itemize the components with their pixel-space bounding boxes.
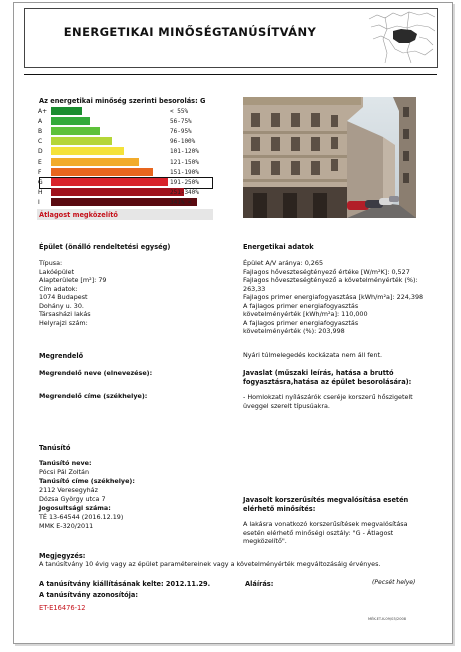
header-divider [24, 74, 437, 75]
proposal-title-line: fogyasztásra,hatása az épület besorolására): [243, 378, 412, 386]
rating-range: 191-250% [170, 178, 199, 186]
energy-line: Fajlagos primer energiafogyasztása [kWh/m²a]: 224,398 [243, 293, 424, 301]
rating-letter: A+ [38, 108, 48, 115]
rating-range: < 55% [170, 108, 189, 115]
stamp-label: (Pecsét helye) [372, 579, 416, 586]
header-box [24, 8, 438, 68]
energy-line: követelményérték [kWh/m²a]: 110,000 [243, 310, 368, 318]
rating-range: 101-120% [170, 148, 199, 156]
rating-range: 151-190% [170, 168, 199, 176]
signature-label: Aláírás: [245, 580, 274, 588]
notes-text: A tanúsítvány 10 évig vagy az épület paramétereinek vagy a követelményérték megváltozásáig érvényes. [39, 560, 381, 568]
building-lot-label: Helyrajzi szám: [39, 318, 88, 327]
energy-line: követelményérték (%): 203,998 [243, 327, 345, 335]
rating-range: 96-100% [170, 138, 196, 146]
proposal-line: - Homlokzati nyílászárók cseréje korszerű hőszigetelt [243, 393, 413, 401]
notes-title: Megjegyzés: [39, 552, 86, 560]
rating-letter: D [38, 148, 43, 156]
recommendation-title-line: elérhető minősítés: [243, 505, 316, 513]
certifier-address-line: Dózsa György utca 7 [39, 495, 106, 503]
rating-bar [51, 117, 90, 125]
energy-line: A fajlagos primer energiafogyasztás [243, 301, 359, 310]
rating-chart [38, 107, 218, 209]
rating-bar [51, 127, 100, 135]
recommendation-line: A lakásra vonatkozó korszerűsítések megvalósítása [243, 520, 408, 528]
certifier-license-line: MMK E-320/2011 [39, 522, 94, 530]
rating-range: 121-150% [170, 158, 199, 166]
building-title: Épület (önálló rendeltetési egység) [39, 243, 171, 251]
certifier-title: Tanúsító [39, 444, 71, 452]
client-name-label: Megrendelő neve (elnevezése): [39, 369, 153, 377]
certifier-address-label: Tanúsító címe (székhelye): [39, 477, 135, 485]
building-photo [243, 97, 416, 218]
recommendation-line: esetén elérhető minőségi osztály: "G - Átlagost [243, 528, 394, 537]
building-address-line: Társasházi lakás [39, 310, 91, 318]
certifier-name-value: Pócsi Pál Zoltán [39, 468, 90, 476]
rating-letter: E [38, 158, 42, 166]
certificate-id-label: A tanúsítvány azonosítója: [39, 591, 139, 599]
rating-bar [51, 158, 139, 166]
proposal-line: üveggel szerelt típusúakra. [243, 401, 330, 410]
rating-result: Átlagost megközelítő [39, 211, 118, 219]
certifier-license-label: Jogosultsági száma: [39, 504, 111, 512]
rating-letter: F [38, 168, 42, 176]
rating-bar [51, 188, 184, 196]
rating-letter: H [38, 188, 43, 196]
building-type-label: Típusa: [39, 259, 63, 267]
rating-bar [51, 107, 82, 115]
rating-bar [51, 137, 112, 145]
recommendation-title-line: Javasolt korszerűsítés megvalósítása esetén [243, 496, 409, 504]
energy-title: Energetikai adatok [243, 243, 314, 251]
certifier-name-label: Tanúsító neve: [39, 459, 92, 467]
certifier-license-line: TÉ 13-64544 (2016.12.19) [39, 513, 124, 521]
issue-date: A tanúsítvány kiállításának kelte: 2012.11.29. [39, 580, 211, 588]
recommendation-line: megközelítő". [243, 537, 287, 545]
rating-range: 76-95% [170, 128, 192, 136]
building-address-line: 1074 Budapest [39, 293, 88, 301]
building-address-line: Dohány u. 30. [39, 301, 84, 310]
proposal-title-line: Javaslat (műszaki leírás, hatása a bruttó [243, 369, 394, 377]
energy-line: Épület A/V aránya: 0,265 [243, 259, 324, 267]
certificate-id-value: ET-E16476-12 [39, 604, 86, 612]
certifier-address-line: 2112 Veresegyház [39, 486, 98, 494]
rating-range: 56-75% [170, 118, 192, 126]
rating-bar [51, 147, 124, 155]
rating-letter: G [38, 178, 43, 186]
building-type-value: Lakóépület [39, 267, 75, 276]
rating-letter: I [38, 198, 40, 206]
energy-note: Nyári túlmelegedés kockázata nem áll fent. [243, 351, 383, 359]
rating-range: 251-340% [170, 188, 199, 196]
footer-tiny-code: MÉK-ET-K-09/03/2008 [368, 617, 407, 621]
page-title: ENERGETIKAI MINŐSÉGTANÚSÍTVÁNY [63, 25, 317, 39]
rating-letter: B [38, 128, 43, 136]
building-area: Alapterülete [m²]: 79 [39, 276, 107, 284]
energy-line: Fajlagos hőveszteségtényező értéke [W/m²K]: 0,527 [243, 267, 410, 276]
rating-letter: A [38, 118, 43, 126]
client-title: Megrendelő [39, 352, 84, 360]
energy-line: Fajlagos hőveszteségtényező a követelményérték (%): 263,33 [243, 276, 418, 293]
rating-letter: C [38, 138, 43, 146]
hungary-map-icon [367, 9, 437, 65]
rating-bar [51, 168, 153, 176]
client-address-label: Megrendelő címe (székhelye): [39, 392, 148, 400]
rating-range: 341% < [170, 198, 192, 206]
energy-line: A fajlagos primer energiafogyasztás [243, 318, 359, 327]
building-address-label: Cím adatok: [39, 284, 78, 293]
rating-heading: Az energetikai minőség szerinti besorolás: G [39, 97, 206, 105]
